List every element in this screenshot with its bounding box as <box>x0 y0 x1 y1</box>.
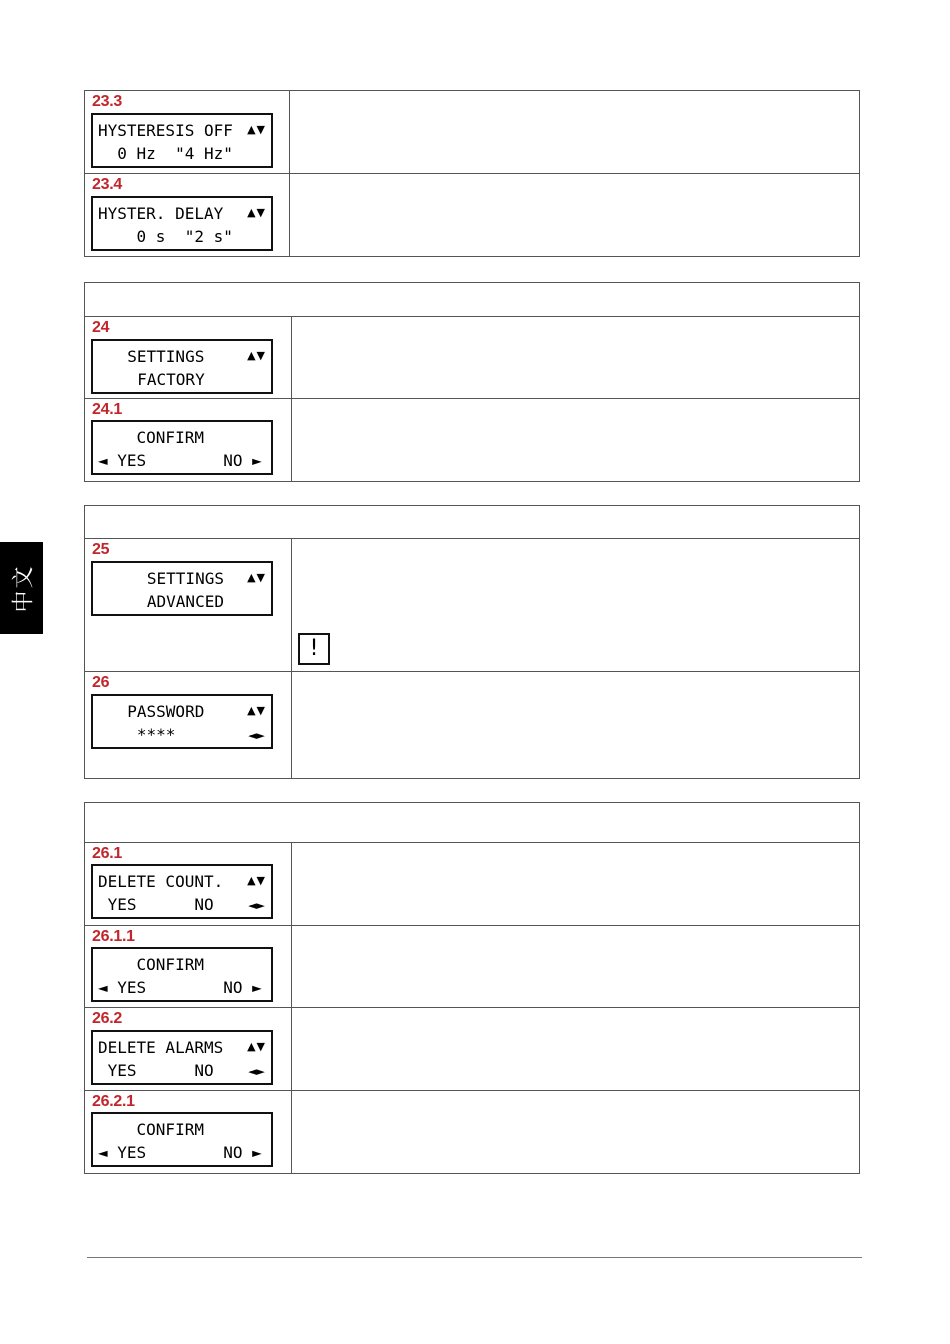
description-cell <box>292 317 859 398</box>
menu-number: 26.2 <box>92 1010 122 1027</box>
menu-table-24 <box>84 282 860 482</box>
footer-divider <box>87 1257 862 1258</box>
lcd-line-1: SETTINGS <box>118 569 224 588</box>
left-right-arrows-icon: ◄► <box>248 899 265 912</box>
description-cell <box>292 843 859 925</box>
menu-number: 26.1.1 <box>92 928 135 945</box>
lcd-line-2: ◄ YES NO ► <box>98 451 262 470</box>
left-right-arrows-icon: ◄► <box>248 729 265 742</box>
lcd-line-2: YES NO <box>98 1061 214 1080</box>
menu-number: 26 <box>92 674 110 691</box>
up-down-arrows-icon: ▲▼ <box>247 704 266 717</box>
menu-number: 26.2.1 <box>92 1093 135 1110</box>
description-cell <box>290 91 859 173</box>
lcd-line-1: HYSTER. DELAY <box>98 204 224 223</box>
lcd-line-2: 0 s "2 s" <box>98 227 233 246</box>
menu-table-23 <box>84 90 860 257</box>
lcd-display <box>91 1030 273 1085</box>
up-down-arrows-icon: ▲▼ <box>247 349 266 362</box>
description-cell <box>292 1091 859 1173</box>
lcd-line-2: YES NO <box>98 895 214 914</box>
menu-row <box>85 926 859 1008</box>
up-down-arrows-icon: ▲▼ <box>247 123 266 136</box>
description-cell <box>292 1008 859 1090</box>
lcd-line-1: SETTINGS <box>108 347 205 366</box>
language-tab-label: 中文 <box>11 563 37 613</box>
table-header <box>85 283 859 317</box>
menu-table-26 <box>84 802 860 1174</box>
up-down-arrows-icon: ▲▼ <box>247 571 266 584</box>
description-cell <box>292 672 859 778</box>
menu-number: 23.3 <box>92 93 122 110</box>
menu-row <box>85 91 859 174</box>
lcd-display <box>91 694 273 749</box>
lcd-line-1: CONFIRM <box>98 428 204 447</box>
lcd-display <box>91 196 273 251</box>
lcd-line-2: ◄ YES NO ► <box>98 978 262 997</box>
lcd-line-2: FACTORY <box>118 370 205 389</box>
up-down-arrows-icon: ▲▼ <box>247 1040 266 1053</box>
menu-row <box>85 843 859 926</box>
menu-number: 24.1 <box>92 401 122 418</box>
lcd-line-1: PASSWORD <box>108 702 205 721</box>
lcd-line-2: 0 Hz "4 Hz" <box>98 144 233 163</box>
menu-row <box>85 539 859 672</box>
lcd-display <box>91 561 273 616</box>
table-header <box>85 803 859 843</box>
lcd-line-2: ◄ YES NO ► <box>98 1143 262 1162</box>
menu-table-25 <box>84 505 860 779</box>
menu-row <box>85 1091 859 1173</box>
lcd-line-2: **** <box>108 725 176 744</box>
description-cell <box>290 174 859 256</box>
lcd-line-1: CONFIRM <box>98 955 204 974</box>
lcd-display <box>91 339 273 394</box>
menu-row <box>85 1008 859 1091</box>
up-down-arrows-icon: ▲▼ <box>247 874 266 887</box>
lcd-display <box>91 113 273 168</box>
menu-number: 25 <box>92 541 110 558</box>
warning-icon: ! <box>298 633 330 665</box>
language-tab <box>0 542 43 634</box>
lcd-line-1: DELETE ALARMS <box>98 1038 224 1057</box>
left-right-arrows-icon: ◄► <box>248 1065 265 1078</box>
description-cell <box>292 926 859 1007</box>
menu-row <box>85 672 859 778</box>
menu-number: 26.1 <box>92 845 122 862</box>
lcd-display <box>91 947 273 1002</box>
lcd-line-1: CONFIRM <box>98 1120 204 1139</box>
lcd-line-2: ADVANCED <box>118 592 224 611</box>
menu-number: 24 <box>92 319 110 336</box>
table-header <box>85 506 859 539</box>
lcd-display <box>91 1112 273 1167</box>
menu-row <box>85 174 859 256</box>
lcd-line-1: DELETE COUNT. <box>98 872 224 891</box>
menu-row <box>85 317 859 399</box>
menu-number: 23.4 <box>92 176 122 193</box>
description-cell <box>292 399 859 481</box>
lcd-display <box>91 864 273 919</box>
menu-row <box>85 399 859 481</box>
lcd-line-1: HYSTERESIS OFF <box>98 121 233 140</box>
lcd-display <box>91 420 273 475</box>
description-cell <box>292 539 859 671</box>
up-down-arrows-icon: ▲▼ <box>247 206 266 219</box>
